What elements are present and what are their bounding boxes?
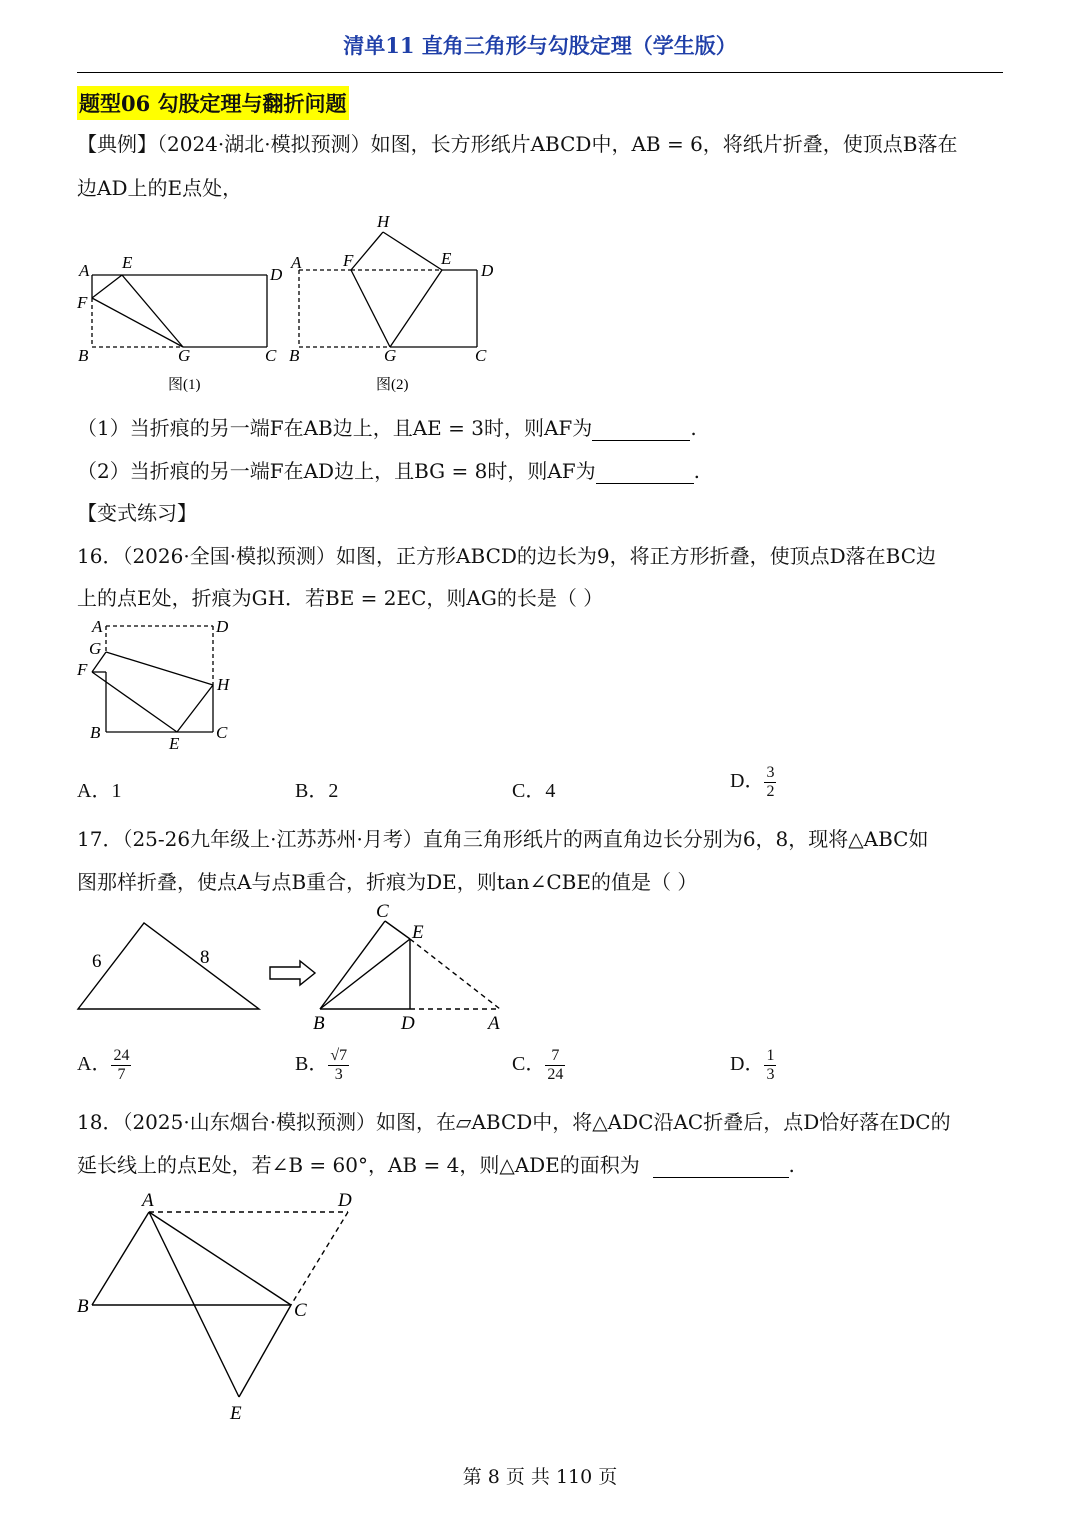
q18-label-C: C xyxy=(294,1300,307,1321)
example-q1: （1）当折痕的另一端F在AB边上，且AE = 3时，则AF为 . xyxy=(77,416,697,440)
q16-label-E: E xyxy=(169,734,180,752)
q18-label-E: E xyxy=(230,1403,242,1424)
q17-side-6: 6 xyxy=(92,951,102,972)
q17-side-8: 8 xyxy=(200,947,210,968)
q18-label-A: A xyxy=(142,1190,154,1211)
q17-option-c: C． $\frac{7}{24}$ xyxy=(512,1047,564,1083)
section-tag: 题型06 勾股定理与翻折问题 xyxy=(77,86,349,120)
fig2-label-C: C xyxy=(475,346,487,365)
q18-line-1: 18．（2025·山东烟台·模拟预测）如图，在▱ABCD中，将△ADC沿AC折叠后，点D恰好落在DC的 xyxy=(77,1110,951,1134)
fig1-label-C: C xyxy=(265,346,277,365)
fig1-label-F: F xyxy=(77,293,88,312)
q16-line-2: 上的点E处，折痕为GH．若BE = 2EC，则AG的长是（ ） xyxy=(77,586,604,610)
fig1-label-D: D xyxy=(270,265,283,284)
q16-label-G: G xyxy=(89,639,102,658)
q17-figure xyxy=(70,895,530,1040)
fig1-label-G: G xyxy=(178,346,191,365)
fig2-label-F: F xyxy=(343,251,354,270)
arrow-right-icon xyxy=(270,961,315,985)
q16-label-A: A xyxy=(92,617,103,636)
q17-label-D: D xyxy=(401,1013,415,1034)
fig2-label-G: G xyxy=(384,346,397,365)
example-line-2: 边AD上的E点处， xyxy=(77,176,243,200)
page-footer: 第 8 页 共 110 页 xyxy=(462,1466,618,1488)
q18-figure xyxy=(70,1182,370,1427)
page-header: 清单11 直角三角形与勾股定理（学生版） xyxy=(343,33,737,58)
q16-option-a: A．1 xyxy=(77,780,122,802)
fig1-caption: 图(1) xyxy=(168,377,201,393)
example-q2: （2）当折痕的另一端F在AD边上，且BG = 8时，则AF为 . xyxy=(77,459,701,483)
q16-label-D: D xyxy=(216,617,229,636)
q17-line-1: 17．（25-26九年级上·江苏苏州·月考）直角三角形纸片的两直角边长分别为6，8，现将△ABC如 xyxy=(77,827,929,851)
q16-option-d: D． $\frac{3}{2}$ xyxy=(730,764,775,800)
q16-label-C: C xyxy=(216,723,228,742)
q16-label-F: F xyxy=(77,660,88,679)
fig2-label-H: H xyxy=(377,212,390,231)
q18-label-B: B xyxy=(77,1296,89,1317)
q16-option-c: C．4 xyxy=(512,780,556,802)
header-rule xyxy=(77,72,1003,73)
fig1-label-E: E xyxy=(122,253,133,272)
q17-label-E: E xyxy=(412,922,424,943)
figure-1 xyxy=(92,275,267,347)
q17-line-2: 图那样折叠，使点A与点B重合，折痕为DE，则tan∠CBE的值是（ ） xyxy=(77,870,698,894)
q16-option-b: B．2 xyxy=(295,780,339,802)
q17-option-a: A． $\frac{24}{7}$ xyxy=(77,1047,130,1083)
q17-label-C: C xyxy=(376,901,389,922)
q18-line-2: 延长线上的点E处，若∠B = 60°，AB = 4，则△ADE的面积为 . xyxy=(77,1153,795,1177)
q17-label-B: B xyxy=(313,1013,325,1034)
fig2-label-D: D xyxy=(481,261,494,280)
q16-figure xyxy=(70,612,250,752)
fig2-label-B: B xyxy=(289,346,300,365)
example-figures xyxy=(70,210,510,400)
q16-label-B: B xyxy=(90,723,101,742)
variant-title: 【变式练习】 xyxy=(77,501,197,525)
fig2-label-E: E xyxy=(441,249,452,268)
q16-label-H: H xyxy=(217,675,230,694)
fig2-label-A: A xyxy=(291,253,302,272)
q18-label-D: D xyxy=(338,1190,352,1211)
fig1-label-B: B xyxy=(78,346,89,365)
q17-option-d: D． $\frac{1}{3}$ xyxy=(730,1047,775,1083)
fig2-caption: 图(2) xyxy=(376,377,409,393)
example-line-1: 【典例】（2024·湖北·模拟预测）如图，长方形纸片ABCD中，AB = 6，将纸片折叠，使顶点B落在 xyxy=(77,132,958,156)
q17-option-b: B． $\frac{√7}{3}$ xyxy=(295,1047,348,1083)
q16-line-1: 16．（2026·全国·模拟预测）如图，正方形ABCD的边长为9，将正方形折叠，使顶点D落在BC边 xyxy=(77,544,937,568)
q17-label-A: A xyxy=(488,1013,500,1034)
fig1-label-A: A xyxy=(79,261,90,280)
